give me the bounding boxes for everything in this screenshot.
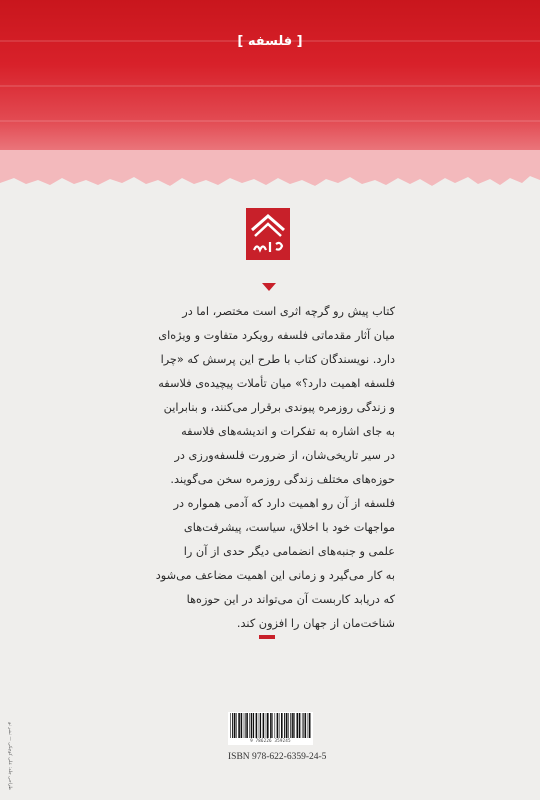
blurb-line: علمی و جنبه‌های انضمامی دیگر حدی از آن را [183,545,395,558]
credits-note: طراحی جلد: علی کوچکی — نشر نو [7,722,12,790]
barcode-bar [241,713,243,738]
blurb-line: در سیر تاریخی‌شان، از ضرورت فلسفه‌ورزی در [174,449,395,462]
barcode-bar [303,713,304,738]
blurb-line: کتاب پیش رو گرچه اثری است مختصر، اما در [182,305,395,318]
isbn-number: ISBN 978-622-6359-24-5 [228,752,327,762]
barcode-bar [259,713,260,738]
barcode-bar [284,713,285,738]
blurb-line: میان آثار مقدماتی فلسفه رویکرد متفاوت و ویژه‌ای [158,329,395,342]
barcode-bar [281,713,283,738]
barcode-bar [290,713,291,738]
barcode-bar [279,713,280,738]
barcode-bar [260,713,261,738]
barcode-bar [309,713,311,738]
barcode-bar [251,713,253,738]
barcode-bar [234,713,236,738]
barcode-bar [244,713,245,738]
barcode-bar [253,713,254,738]
torn-paper-edge [0,150,540,200]
band-stripe [0,85,540,87]
barcode-bar [230,713,231,738]
blurb-line: مواجهات خود با اخلاق، سیاست، پیشرفت‌های [183,521,395,534]
barcode-bar [302,713,303,738]
barcode-digits: 9 786226 359245 [250,738,291,743]
barcode-bar [266,713,267,738]
blurb-line: دارد. نویسندگان کتاب با طرح این پرسش که «چرا [160,353,395,366]
barcode-bar [238,713,240,738]
barcode-bar [308,713,309,738]
barcode-bar [299,713,301,738]
barcode-bar [272,713,273,738]
blurb-line: به کار می‌گیرد و زمانی این اهمیت مضاعف می‌شود [155,569,395,582]
barcode-bar [297,713,299,738]
publisher-logo-icon [246,208,290,260]
barcode-bar [246,713,248,738]
blurb-line: و زندگی روزمره پیوندی برقرار می‌کنند، و بنابراین [163,401,395,414]
barcode-bar [236,713,237,738]
barcode-bar [245,713,246,738]
barcode-bar [294,713,295,738]
barcode-bar [277,713,279,738]
back-cover-blurb [150,300,395,636]
end-mark [259,635,275,639]
barcode-bar [288,713,289,738]
blurb-line: حوزه‌های مختلف زندگی روزمره سخن می‌گویند. [170,473,395,486]
down-arrow-icon [262,283,276,291]
barcode-bar [275,713,276,738]
blurb-line: که دریابد کاربست آن می‌تواند در این حوزه‌ها [186,593,395,606]
barcode-bar [270,713,272,738]
barcode-bar [286,713,288,738]
blurb-line: فلسفه از آن رو اهمیت دارد که آدمی همواره در [173,497,395,510]
barcode-bar [256,713,258,738]
barcode-bar [232,713,233,738]
barcode-bar [267,713,269,738]
blurb-line: فلسفه اهمیت دارد؟» میان تأملات پیچیده‌ی فلاسفه [158,377,395,390]
band-stripe [0,120,540,122]
barcode-bar [292,713,294,738]
category-tag: [ فلسفه ] [237,34,303,49]
barcode-bar [249,713,250,738]
blurb-line: شناخت‌مان از جهان را افزون کند. [236,617,395,630]
barcode [228,712,313,745]
barcode-bars [228,712,313,739]
blurb-line: به جای اشاره به تفکرات و اندیشه‌های فلاسفه [181,425,395,438]
barcode-bar [305,713,307,738]
svg-text:نشر نو: نشر نو [263,255,273,259]
barcode-bar [263,713,265,738]
